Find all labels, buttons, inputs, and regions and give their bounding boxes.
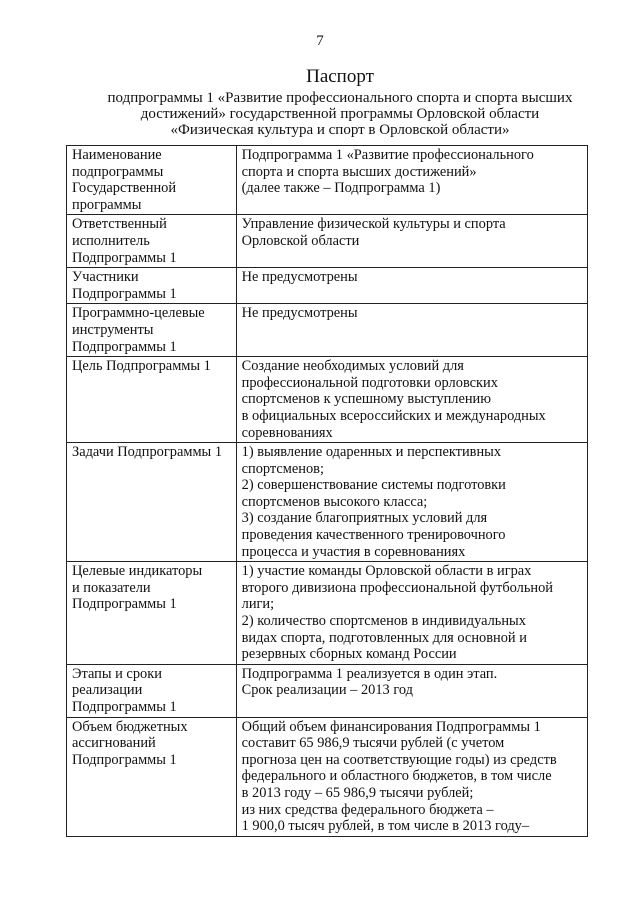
- row-value-cell: [236, 562, 587, 665]
- table-row: [67, 664, 588, 717]
- row-label-line: Подпрограммы 1: [72, 699, 177, 715]
- table-row: [67, 357, 588, 443]
- table-row: [67, 146, 588, 215]
- row-label-cell: [67, 562, 237, 665]
- table-row: [67, 562, 588, 665]
- row-value-cell: [236, 717, 587, 836]
- row-label-line: и показатели: [72, 579, 151, 596]
- row-value-line: спортсменов высокого класса;: [241, 493, 428, 510]
- row-value-line: Управление физической культуры и спорта: [241, 216, 506, 233]
- row-value-line: соревнованиях: [241, 424, 333, 441]
- row-value-line: 2) количество спортсменов в индивидуальных: [241, 613, 526, 630]
- row-label-cell: [67, 717, 237, 836]
- row-label-line: Наименование: [72, 147, 162, 163]
- row-label-line: Ответственный: [72, 216, 167, 233]
- row-label-line: Цель Подпрограммы 1: [72, 358, 211, 375]
- table-row: [67, 215, 588, 268]
- row-label-line: Участники: [72, 269, 139, 286]
- row-value-line: спортсменов к успешному выступлению: [241, 391, 491, 408]
- row-value-line: спорта и спорта высших достижений»: [241, 163, 477, 180]
- row-value-cell: [236, 268, 587, 304]
- table-row: [67, 268, 588, 304]
- row-value-line: Срок реализации – 2013 год: [241, 682, 413, 699]
- row-value-cell: [236, 215, 587, 268]
- row-label-line: Задачи Подпрограммы 1: [72, 444, 223, 461]
- subtitle-line: достижений» государственной программы Орловской области: [140, 106, 540, 122]
- row-value-cell: [236, 304, 587, 357]
- row-value-line: спортсменов;: [241, 460, 324, 477]
- page-number: 7: [316, 33, 324, 49]
- row-label-line: исполнитель: [72, 232, 150, 249]
- document-subtitle: [40, 90, 640, 138]
- row-label-line: инструменты: [72, 321, 154, 338]
- row-value-line: в 2013 году – 65 986,9 тысячи рублей;: [241, 784, 474, 801]
- row-value-line: Не предусмотрены: [241, 269, 358, 286]
- row-label-line: программы: [72, 196, 142, 213]
- row-label-line: Государственной: [72, 180, 177, 197]
- row-value-line: профессиональной подготовки орловских: [241, 374, 498, 391]
- row-value-line: 1 900,0 тысяч рублей, в том числе в 2013 году–: [241, 818, 530, 835]
- row-value-line: прогноза цен на соответствующие годы) из средств: [241, 751, 557, 768]
- row-label-cell: [67, 664, 237, 717]
- row-label-line: Подпрограммы 1: [72, 249, 177, 266]
- row-value-cell: [236, 443, 587, 562]
- row-value-cell: [236, 664, 587, 717]
- row-value-line: второго дивизиона профессиональной футбольной: [241, 579, 553, 596]
- row-label-cell: [67, 215, 237, 268]
- row-value-line: лиги;: [241, 596, 275, 613]
- document-title: Паспорт: [306, 66, 374, 87]
- row-value-line: резервных сборных команд России: [241, 646, 457, 663]
- row-value-line: Не предусмотрены: [241, 305, 358, 322]
- row-value-line: Орловской области: [241, 232, 360, 249]
- row-value-cell: [236, 146, 587, 215]
- row-value-line: Подпрограмма 1 «Развитие профессионального: [241, 147, 534, 163]
- row-value-line: проведения качественного тренировочного: [241, 527, 506, 544]
- row-label-line: Подпрограммы 1: [72, 338, 177, 355]
- row-value-line: 1) выявление одаренных и перспективных: [241, 444, 502, 461]
- row-label-line: Подпрограммы 1: [72, 751, 177, 768]
- row-value-line: федерального и областного бюджетов, в том числе: [241, 768, 552, 785]
- row-label-cell: [67, 146, 237, 215]
- row-value-cell: [236, 357, 587, 443]
- row-value-line: 2) совершенствование системы подготовки: [241, 477, 506, 494]
- row-label-line: Подпрограммы 1: [72, 285, 177, 302]
- row-value-line: Общий объем финансирования Подпрограммы 1: [241, 718, 541, 735]
- subtitle-line: подпрограммы 1 «Развитие профессионального спорта и спорта высших: [107, 90, 573, 106]
- row-label-line: Подпрограммы 1: [72, 596, 177, 613]
- row-label-cell: [67, 304, 237, 357]
- row-label-line: Этапы и сроки: [72, 665, 162, 682]
- table-row: [67, 304, 588, 357]
- row-label-line: ассигнований: [72, 735, 156, 752]
- row-value-line: 3) создание благоприятных условий для: [241, 510, 488, 527]
- row-label-line: реализации: [72, 682, 143, 699]
- row-value-line: (далее также – Подпрограмма 1): [241, 180, 441, 197]
- row-label-line: подпрограммы: [72, 163, 164, 180]
- row-label-cell: [67, 268, 237, 304]
- row-value-line: Подпрограмма 1 реализуется в один этап.: [241, 665, 498, 682]
- row-label-line: Целевые индикаторы: [72, 563, 203, 580]
- table-row: [67, 443, 588, 562]
- row-value-line: 1) участие команды Орловской области в играх: [241, 563, 532, 580]
- row-label-cell: [67, 443, 237, 562]
- row-value-line: процесса и участия в соревнованиях: [241, 543, 466, 560]
- row-label-line: Объем бюджетных: [72, 718, 188, 735]
- row-value-line: видах спорта, подготовленных для основной и: [241, 629, 527, 646]
- subtitle-line: «Физическая культура и спорт в Орловской области»: [170, 122, 510, 138]
- row-value-line: в официальных всероссийских и международных: [241, 407, 546, 424]
- row-value-line: составит 65 986,9 тысячи рублей (с учетом: [241, 735, 505, 752]
- row-label-cell: [67, 357, 237, 443]
- passport-table: [66, 145, 588, 837]
- row-value-line: Создание необходимых условий для: [241, 358, 464, 375]
- row-value-line: из них средства федерального бюджета –: [241, 801, 494, 818]
- table-row: [67, 717, 588, 836]
- row-label-line: Программно-целевые: [72, 305, 205, 322]
